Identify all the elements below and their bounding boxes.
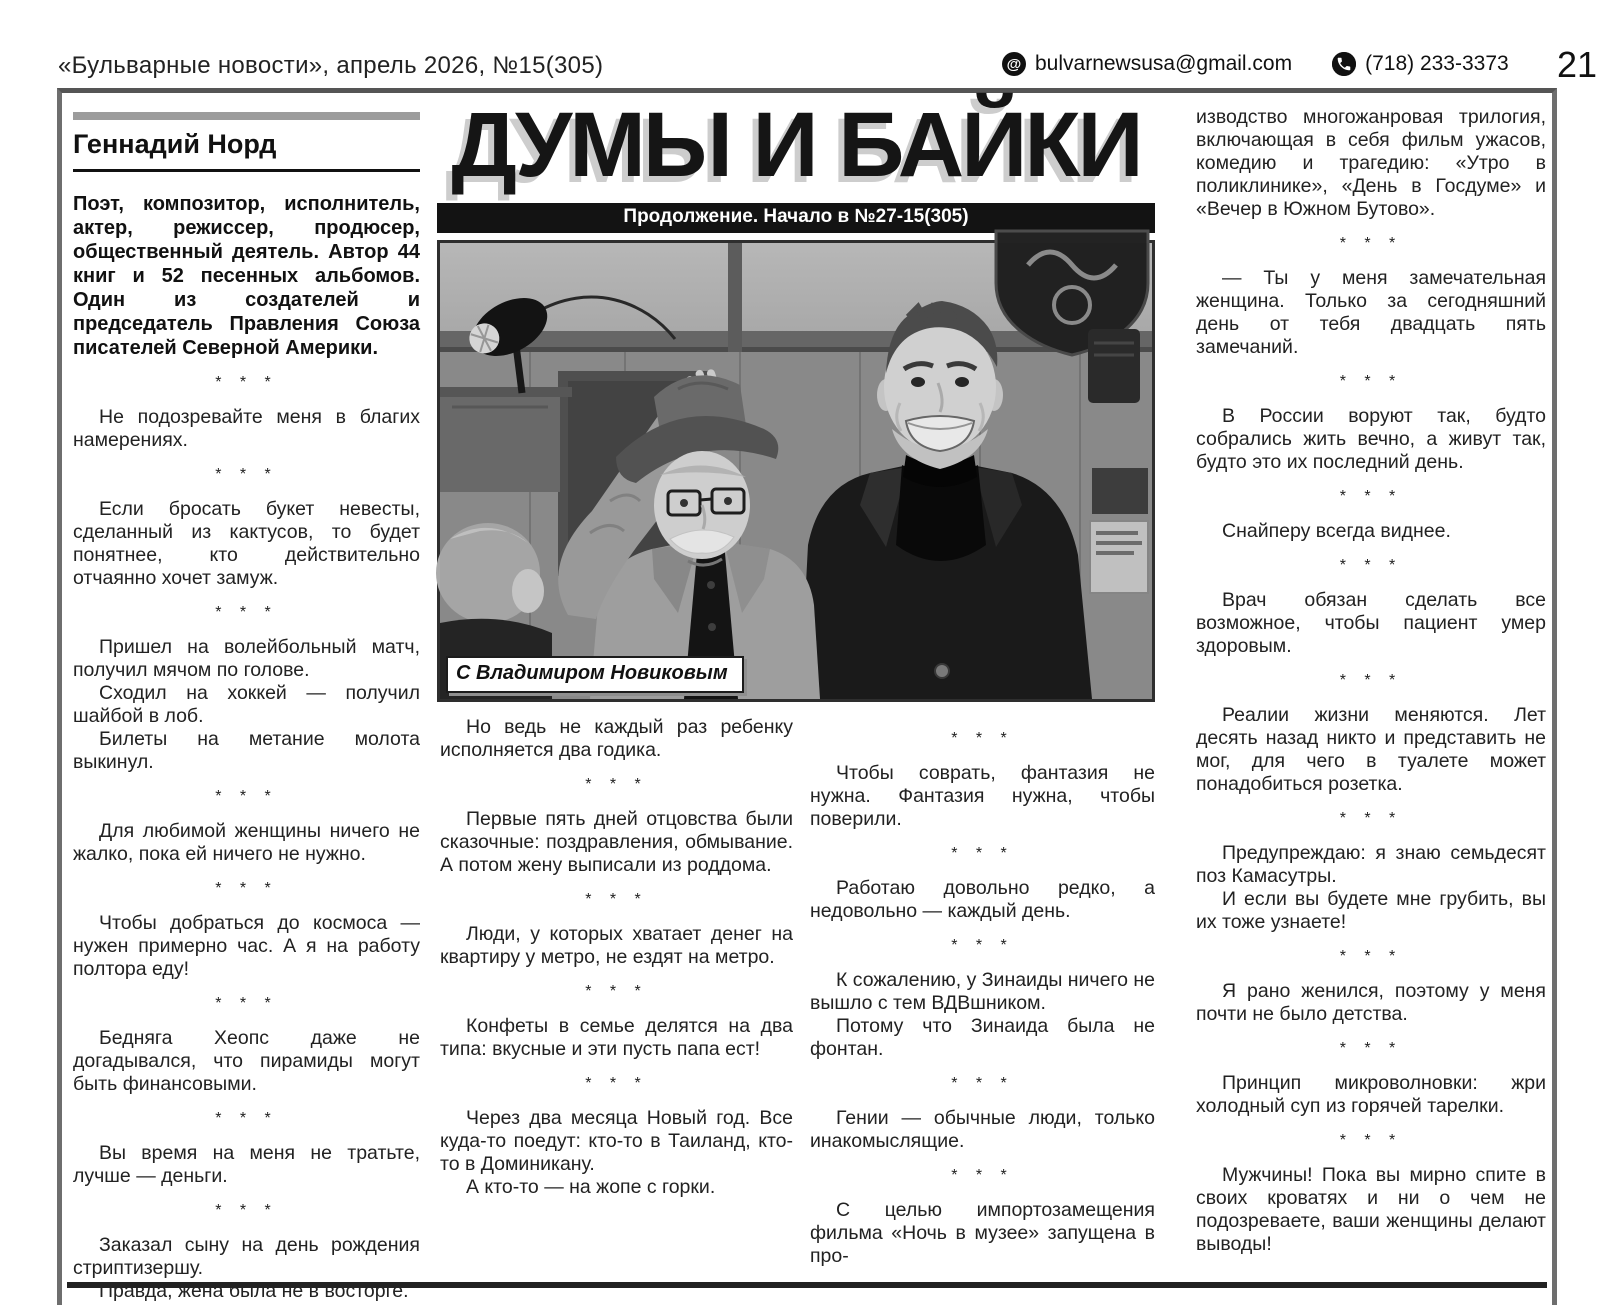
article-title: ДУМЫ И БАЙКИ: [451, 94, 1141, 196]
joke: [1196, 405, 1546, 474]
joke-paragraph: Не подозревайте меня в благих намерениях.: [73, 406, 420, 451]
masthead-contacts: [1002, 52, 1509, 76]
author-bio: Поэт, композитор, исполнитель, актер, режиссер, продюсер, общественный деятель. Автор 44 книг и 52 песенных альбомов. Один из создателей и председатель Правления Союза писателей Северной Америки.: [73, 193, 420, 359]
joke: [1196, 704, 1546, 796]
joke-column-2: [440, 716, 793, 1268]
continuation-text: Продолжение. Начало в №27-15(305): [623, 206, 969, 227]
joke-separator: * * *: [1339, 672, 1403, 689]
joke-separator: * * *: [951, 937, 1014, 954]
author-topbar: [73, 112, 420, 120]
joke: [1196, 267, 1546, 359]
photo-caption: С Владимиром Новиковым: [446, 656, 744, 693]
joke-separator: * * *: [1339, 1132, 1403, 1149]
joke-paragraph: изводство многожанровая трилогия, включающая в себя фильм ужасов, комедию и трагедию: «Утро в поликлинике», «День в Госдуме» и «Вечер в Южном Бутово».: [1196, 106, 1546, 220]
joke-separator: * * *: [1339, 488, 1403, 505]
joke-paragraph: К сожалению, у Зинаиды ничего не вышло с тем ВДВшником.: [810, 969, 1155, 1014]
phone-contact: [1332, 52, 1509, 76]
joke-paragraph: Люди, у которых хватает денег на квартиру у метро, не ездят на метро.: [440, 923, 793, 968]
joke-separator: * * *: [585, 891, 648, 908]
joke-paragraph: Билеты на метание молота выкинул.: [73, 728, 420, 773]
joke-separator: * * *: [1339, 373, 1403, 390]
article-photo: [437, 240, 1155, 702]
joke-separator: * * *: [1339, 810, 1403, 827]
joke-paragraph: Врач обязан сделать все возможное, чтобы пациент умер здоровым.: [1196, 589, 1546, 657]
joke-paragraph: И если вы будете мне грубить, вы их тоже узнаете!: [1196, 888, 1546, 933]
joke-separator: * * *: [951, 730, 1014, 747]
joke-paragraph: Пришел на волейбольный матч, получил мячом по голове.: [73, 636, 420, 681]
joke: [73, 820, 420, 866]
joke-paragraph: А кто-то — на жопе с горки.: [466, 1176, 716, 1198]
joke-separator: * * *: [585, 983, 648, 1000]
author-rule: [73, 169, 420, 172]
joke: [440, 923, 793, 969]
photo-illustration: [440, 243, 1152, 699]
joke: [440, 1107, 793, 1199]
joke-separator: * * *: [215, 995, 278, 1012]
joke-paragraph: Но ведь не каждый раз ребенку исполняется два годика.: [440, 716, 793, 761]
joke-paragraph: Работаю довольно редко, а недовольно — каждый день.: [810, 877, 1155, 922]
joke-paragraph: Гении — обычные люди, только инакомыслящие.: [810, 1107, 1155, 1152]
joke: [73, 636, 420, 774]
joke-paragraph: Чтобы соврать, фантазия не нужна. Фантазия нужна, чтобы поверили.: [810, 762, 1155, 830]
joke-paragraph: Мужчины! Пока вы мирно спите в своих кроватях и ни о чем не подозреваете, ваши женщины делают выводы!: [1196, 1164, 1546, 1255]
continuation-bar: [437, 203, 1155, 233]
joke-column-1: [73, 374, 420, 1303]
issue-line: «Бульварные новости», апрель 2026, №15(305): [58, 52, 604, 79]
author-name: Геннадий Норд: [73, 129, 277, 159]
joke-separator: * * *: [951, 845, 1014, 862]
joke-separator: * * *: [215, 788, 278, 805]
joke-separator: * * *: [1339, 557, 1403, 574]
joke-paragraph: Потому что Зинаида была не фонтан.: [810, 1015, 1155, 1060]
joke-paragraph: Принцип микроволновки: жри холодный суп из горячей тарелки.: [1196, 1072, 1546, 1117]
joke-paragraph: Первые пять дней отцовства были сказочные: поздравления, обмывание. А потом жену выписали из роддома.: [440, 808, 793, 876]
joke-separator: * * *: [951, 1075, 1014, 1092]
center-subcolumns: [440, 716, 1155, 1268]
joke: [1196, 980, 1546, 1026]
joke-separator: * * *: [215, 604, 278, 621]
joke-paragraph: Бедняга Хеопс даже не догадывался, что пирамиды могут быть финансовыми.: [73, 1027, 420, 1095]
joke-paragraph: Для любимой женщины ничего не жалко, пока ей ничего не нужно.: [73, 820, 420, 865]
author-column: [73, 112, 420, 1302]
joke-paragraph: Я рано женился, поэтому у меня почти не было детства.: [1196, 980, 1546, 1025]
joke-paragraph: Сходил на хоккей — получил шайбой в лоб.: [73, 682, 420, 727]
joke-separator: * * *: [1339, 235, 1403, 252]
joke: [73, 498, 420, 590]
phone-number: (718) 233-3373: [1365, 52, 1509, 75]
joke-paragraph: С целью импортозамещения фильма «Ночь в музее» запущена в про-: [810, 1199, 1155, 1267]
joke: [1196, 106, 1546, 221]
joke-separator: * * *: [215, 1202, 278, 1219]
joke-separator: * * *: [215, 880, 278, 897]
joke: [73, 1234, 420, 1303]
article-center: [437, 90, 1155, 1268]
joke-separator: * * *: [1339, 1040, 1403, 1057]
joke: [73, 1142, 420, 1188]
email-address: bulvarnewsusa@gmail.com: [1035, 52, 1293, 75]
joke-paragraph: В России воруют так, будто собрались жить вечно, а живут так, будто это их последний день.: [1196, 405, 1546, 473]
joke-column-4: [1196, 106, 1546, 1276]
joke-separator: * * *: [585, 1075, 648, 1092]
joke-paragraph: Вы время на меня не тратьте, лучше — деньги.: [73, 1142, 420, 1187]
phone-icon: [1332, 52, 1356, 76]
joke-paragraph: Правда, жена была не в восторге.: [99, 1280, 409, 1302]
email-contact: [1002, 52, 1292, 76]
joke: [1196, 842, 1546, 934]
joke-paragraph: Снайперу всегда виднее.: [1222, 520, 1451, 542]
joke: [810, 762, 1155, 831]
joke: [440, 808, 793, 877]
joke-column-3: [810, 716, 1155, 1268]
joke: [810, 1199, 1155, 1268]
joke-separator: * * *: [951, 1167, 1014, 1184]
joke: [440, 1015, 793, 1061]
joke-paragraph: Если бросать букет невесты, сделанный из кактусов, то будет понятнее, кто действительно отчаянно хочет замуж.: [73, 498, 420, 589]
joke: [1196, 520, 1546, 543]
joke: [73, 406, 420, 452]
joke-separator: * * *: [215, 374, 278, 391]
joke: [810, 1107, 1155, 1153]
joke-paragraph: Реалии жизни меняются. Лет десять назад никто и представить не мог, для чего в туалете может понадобиться розетка.: [1196, 704, 1546, 795]
joke: [810, 877, 1155, 923]
joke: [810, 969, 1155, 1061]
joke: [1196, 1164, 1546, 1256]
joke-paragraph: — Ты у меня замечательная женщина. Только за сегодняшний день от тебя двадцать пять замечаний.: [1196, 267, 1546, 358]
joke-paragraph: Предупреждаю: я знаю семьдесят поз Камасутры.: [1196, 842, 1546, 887]
joke: [73, 1027, 420, 1096]
joke: [440, 716, 793, 762]
joke-separator: * * *: [215, 466, 278, 483]
joke-paragraph: Заказал сыну на день рождения стриптизершу.: [73, 1234, 420, 1279]
joke-separator: * * *: [1339, 948, 1403, 965]
email-icon: @: [1002, 52, 1026, 76]
joke-separator: * * *: [585, 776, 648, 793]
joke-paragraph: Конфеты в семье делятся на два типа: вкусные и эти пусть папа ест!: [440, 1015, 793, 1060]
page-number: 21: [1556, 44, 1597, 85]
joke: [73, 912, 420, 981]
joke: [1196, 589, 1546, 658]
joke-separator: * * *: [215, 1110, 278, 1127]
joke-paragraph: Через два месяца Новый год. Все куда-то поедут: кто-то в Таиланд, кто-то в Доминикану.: [440, 1107, 793, 1175]
joke-paragraph: Чтобы добраться до космоса — нужен примерно час. А я на работу полтора еду!: [73, 912, 420, 980]
joke: [1196, 1072, 1546, 1118]
